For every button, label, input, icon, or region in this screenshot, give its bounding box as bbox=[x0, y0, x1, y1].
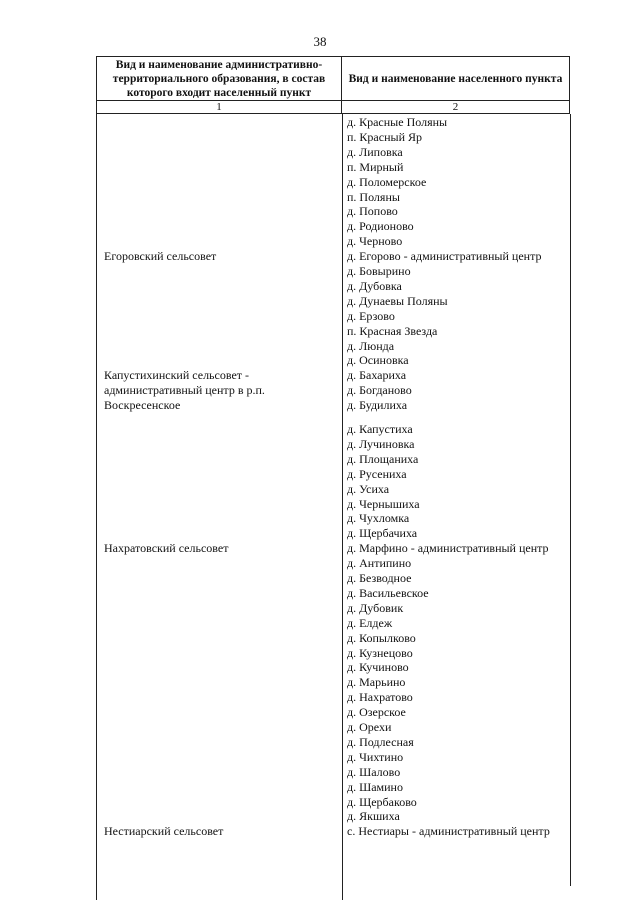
admin-unit-name: Нестиарский сельсовет bbox=[104, 824, 224, 839]
settlement-item: д. Кузнецово bbox=[347, 645, 413, 660]
settlement-item: д. Черново bbox=[347, 234, 403, 249]
admin-unit-name: Нахратовский сельсовет bbox=[104, 541, 229, 556]
settlement-item: д. Чихтино bbox=[347, 749, 404, 764]
settlement-item: д. Будилиха bbox=[347, 398, 408, 413]
settlement-item: с. Нестиары - административный центр bbox=[347, 824, 550, 839]
settlement-item: д. Безводное bbox=[347, 571, 412, 585]
settlement-item: д. Лучиновка bbox=[347, 436, 415, 451]
settlement-item: д. Осиновка bbox=[347, 353, 409, 368]
settlement-item: д. Богданово bbox=[347, 383, 412, 398]
settlement-item: д. Усиха bbox=[347, 481, 390, 496]
admin-unit-name: Егоровский сельсовет bbox=[104, 249, 217, 264]
settlement-item: д. Антипино bbox=[347, 556, 412, 571]
settlement-item: д. Нахратово bbox=[347, 690, 413, 705]
settlement-item: д. Щербаково bbox=[347, 794, 417, 809]
settlement-item: д. Поломерское bbox=[347, 174, 427, 189]
admin-unit-name: административный центр в р.п. bbox=[104, 383, 265, 398]
settlement-item: п. Мирный bbox=[347, 159, 404, 174]
settlement-item: д. Ерзово bbox=[347, 308, 395, 323]
settlement-item: д. Капустиха bbox=[347, 422, 413, 436]
settlement-item: д. Чернышиха bbox=[347, 496, 420, 511]
settlement-item: д. Русениха bbox=[347, 466, 407, 481]
colnum-1: 1 bbox=[97, 101, 342, 114]
table-body bbox=[97, 114, 570, 900]
settlement-item: д. Копылково bbox=[347, 630, 416, 645]
page-number: 38 bbox=[313, 34, 327, 49]
settlement-item: п. Красная Звезда bbox=[347, 323, 438, 338]
settlement-item: п. Красный Яр bbox=[347, 129, 422, 144]
settlement-item: д. Красные Поляны bbox=[347, 115, 448, 129]
settlement-item: д. Дубовка bbox=[347, 278, 402, 293]
settlement-item: д. Егорово - административный центр bbox=[347, 249, 542, 264]
settlement-item: д. Люнда bbox=[347, 338, 395, 353]
settlement-item: д. Марфино - административный центр bbox=[347, 541, 549, 556]
column-divider bbox=[342, 114, 343, 900]
settlements-table bbox=[96, 56, 570, 900]
settlement-item: д. Кучиново bbox=[347, 660, 409, 675]
settlement-item: д. Марьино bbox=[347, 675, 406, 690]
settlement-item: д. Липовка bbox=[347, 144, 403, 159]
settlement-item: д. Елдеж bbox=[347, 615, 393, 630]
settlement-item: д. Шалово bbox=[347, 764, 401, 779]
settlement-item: д. Бовырино bbox=[347, 264, 411, 278]
settlement-item: д. Щербачиха bbox=[347, 526, 418, 541]
admin-unit-name: Капустихинский сельсовет - bbox=[104, 368, 250, 383]
table-header bbox=[97, 57, 570, 101]
colnum-2: 2 bbox=[342, 101, 570, 114]
settlement-item: д. Дунаевы Поляны bbox=[347, 293, 448, 308]
settlement-item: д. Орехи bbox=[347, 720, 392, 734]
settlement-item: д. Дубовик bbox=[347, 600, 404, 615]
settlement-item: д. Чухломка bbox=[347, 511, 410, 526]
settlement-item: д. Шамино bbox=[347, 779, 403, 794]
header-col2: Вид и наименование населенного пункта bbox=[342, 57, 570, 101]
settlement-item: д. Якшиха bbox=[347, 809, 400, 824]
settlement-item: п. Поляны bbox=[347, 189, 400, 204]
settlement-item: д. Родионово bbox=[347, 219, 414, 234]
settlement-item: д. Бахариха bbox=[347, 368, 407, 383]
settlement-item: д. Площаниха bbox=[347, 451, 419, 466]
settlement-item: д. Васильевское bbox=[347, 585, 429, 600]
header-col1: Вид и наименование административно-территориального образования, в состав которого входит населенный пункт bbox=[97, 57, 342, 101]
right-border bbox=[570, 114, 571, 886]
settlement-item: д. Подлесная bbox=[347, 734, 414, 749]
settlement-item: д. Озерское bbox=[347, 705, 406, 720]
admin-unit-name: Воскресенское bbox=[104, 398, 181, 413]
column-numbers bbox=[97, 101, 570, 114]
settlement-item: д. Попово bbox=[347, 204, 398, 219]
